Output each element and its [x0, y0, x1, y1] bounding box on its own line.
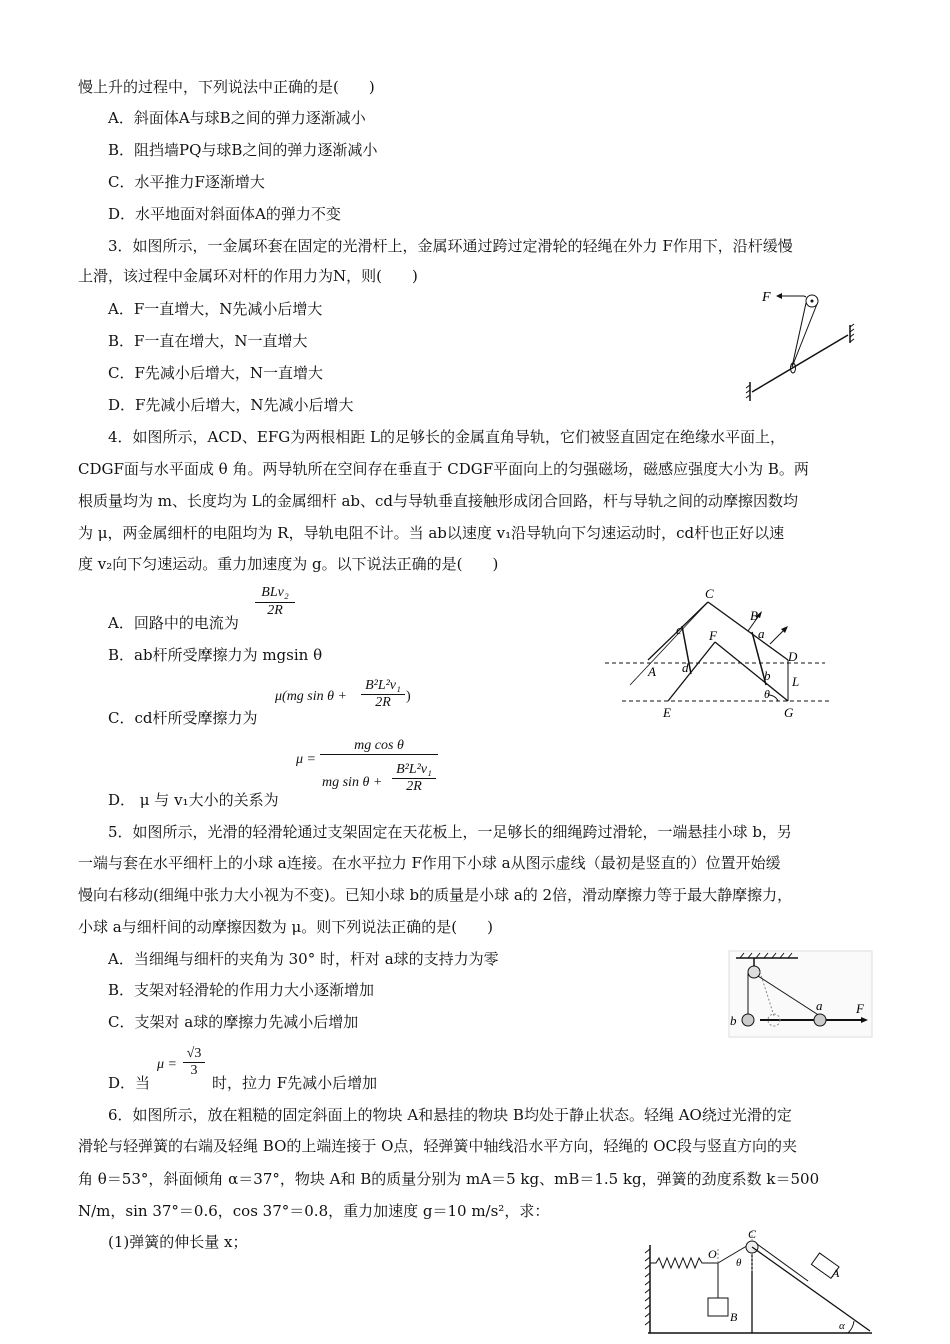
q5-stem-line1: 5．如图所示，光滑的轻滑轮通过支架固定在天花板上，一足够长的细绳跨过滑轮，一端悬挂小球 b，另 [108, 823, 792, 841]
q5-fig-label-F: F [856, 1001, 864, 1016]
q6-fig-label-C: C [748, 1227, 757, 1241]
q2-option-c: C．水平推力F逐渐增大 [108, 173, 265, 191]
q4-stem-line4: 为 μ，两金属细杆的电阻均为 R，导轨电阻不计。当 ab以速度 v₁沿导轨向下匀速运动时，cd杆也正好以速 [78, 524, 785, 542]
q4-a-numerator: BLv₂ [255, 585, 295, 603]
q2-option-d: D．水平地面对斜面体A的弹力不变 [108, 205, 341, 223]
q5-option-a: A．当细绳与细杆的夹角为 30° 时，杆对 a球的支持力为零 [108, 950, 499, 968]
q3-option-c: C．F先减小后增大，N一直增大 [108, 364, 324, 382]
q4-stem-line5: 度 v₂向下匀速运动。重力加速度为 g。以下说法正确的是( ) [78, 555, 499, 573]
q5-figure-pulley [728, 950, 873, 1038]
q4-option-b: B．ab杆所受摩擦力为 mgsin θ [108, 646, 323, 664]
q4-fig-label-L: L [792, 674, 800, 689]
q3-stem-line1: 3．如图所示，一金属环套在固定的光滑杆上，金属环通过跨过定滑轮的轻绳在外力 F作用下，沿杆缓慢 [108, 237, 793, 255]
q6-fig-label-theta: θ [736, 1257, 742, 1269]
q4-d-inner-numerator: B²L²v₁ [392, 762, 436, 779]
q4-fig-label-d: d [682, 660, 689, 675]
q5-d-mu-lhs: μ = [157, 1057, 177, 1072]
q4-fig-label-A: A [648, 664, 656, 679]
q4-fig-label-D: D [788, 649, 798, 664]
q4-option-d: D． μ 与 v₁大小的关系为 [108, 791, 279, 809]
q2-option-a: A．斜面体A与球B之间的弹力逐渐减小 [108, 109, 366, 127]
q4-stem-line2: CDGF面与水平面成 θ 角。两导轨所在空间存在垂直于 CDGF平面向上的匀强磁场，磁感应强度大小为 B。两 [78, 460, 809, 478]
q4-c-suffix: ) [406, 689, 411, 704]
q6-fig-label-alpha: α [839, 1320, 845, 1332]
q5-d-denominator: 3 [190, 1063, 198, 1078]
q4-fig-label-c: c [676, 622, 682, 637]
q5-stem-line3: 慢向右移动(细绳中张力大小视为不变)。已知小球 b的质量是小球 a的 2倍，滑动摩擦力等于最大静摩擦力， [78, 886, 793, 904]
q5-stem-line4: 小球 a与细杆间的动摩擦因数为 μ。则下列说法正确的是( ) [78, 918, 493, 936]
q5-fig-label-a: a [816, 998, 823, 1013]
q6-stem-line4: N/m，sin 37°＝0.6，cos 37°＝0.8，重力加速度 g＝10 m/s²，求： [78, 1202, 550, 1220]
q3-option-d: D．F先减小后增大，N先减小后增大 [108, 396, 354, 414]
q4-fig-label-b: b [764, 668, 771, 683]
q4-d-inner-denominator: 2R [406, 779, 422, 794]
q4-stem-line1: 4．如图所示，ACD、EFG为两根相距 L的足够长的金属直角导轨，它们被竖直固定在绝缘水平面上， [108, 428, 785, 446]
q6-stem-line2: 滑轮与轻弹簧的右端及轻绳 BO的上端连接于 O点，轻弹簧中轴线沿水平方向，轻绳的 OC段与竖直方向的夹 [78, 1137, 797, 1155]
q4-option-a: A．回路中的电流为 [108, 614, 239, 632]
q3-option-b: B．F一直在增大，N一直增大 [108, 332, 308, 350]
q3-figure-ring-on-rod [740, 285, 860, 405]
q5-stem-line2: 一端与套在水平细杆上的小球 a连接。在水平拉力 F作用下小球 a从图示虚线（最初是竖直的）位置开始缓 [78, 854, 781, 872]
q6-fig-label-O: O [708, 1247, 717, 1261]
q4-d-numerator: mg cos θ [320, 738, 438, 755]
q4-c-prefix: μ(mg sin θ + [275, 689, 347, 704]
q3-option-a: A．F一直增大，N先减小后增大 [108, 300, 323, 318]
q4-fig-label-a: a [758, 626, 765, 641]
q5-fig-label-b: b [730, 1013, 737, 1028]
q6-figure-incline [640, 1225, 875, 1337]
q4-fig-label-C: C [705, 586, 714, 601]
q5-d-numerator: √3 [183, 1046, 205, 1063]
q4-fig-label-theta: θ [764, 687, 770, 701]
q2-stem-tail: 慢上升的过程中，下列说法中正确的是( ) [78, 78, 375, 96]
q5-option-d-mu [157, 1046, 207, 1086]
q4-fig-label-B: B [750, 608, 758, 623]
q4-fig-label-F: F [709, 628, 717, 643]
q6-stem-line3: 角 θ＝53°，斜面倾角 α＝37°，物块 A和 B的质量分别为 mA＝5 kg、mB＝1.5 kg，弹簧的劲度系数 k＝500 [78, 1170, 820, 1188]
q3-stem-line2: 上滑，该过程中金属环对杆的作用力为N，则( ) [78, 267, 418, 285]
q4-c-numerator: B²L²v₁ [361, 678, 405, 695]
q5-option-d-suffix: 时，拉力 F先减小后增加 [212, 1074, 378, 1092]
q4-a-denominator: 2R [267, 603, 283, 618]
q4-fig-label-E: E [663, 705, 671, 720]
q6-fig-label-A: A [832, 1266, 840, 1280]
q2-option-b: B．阻挡墙PQ与球B之间的弹力逐渐减小 [108, 141, 378, 159]
q3-fig-label-F: F [762, 290, 771, 305]
q6-fig-label-B: B [730, 1310, 738, 1324]
q4-fig-label-G: G [784, 705, 794, 720]
q4-figure-rails [600, 580, 840, 725]
q6-sub-question-1: (1)弹簧的伸长量 x； [108, 1233, 248, 1251]
q4-c-denominator: 2R [375, 695, 391, 710]
q4-option-c: C．cd杆所受摩擦力为 [108, 709, 258, 727]
q5-option-d-prefix: D．当 [108, 1074, 151, 1092]
q4-stem-line3: 根质量均为 m、长度均为 L的金属细杆 ab、cd与导轨垂直接触形成闭合回路，杆与导轨之间的动摩擦因数均 [78, 492, 799, 510]
q5-option-b: B．支架对轻滑轮的作用力大小逐渐增加 [108, 981, 375, 999]
q5-option-c: C．支架对 a球的摩擦力先减小后增加 [108, 1013, 359, 1031]
q6-stem-line1: 6．如图所示，放在粗糙的固定斜面上的物块 A和悬挂的物块 B均处于静止状态。轻绳 AO绕过光滑的定 [108, 1106, 792, 1124]
q4-option-d-expression [296, 738, 446, 808]
q4-option-a-fraction [255, 585, 295, 619]
q4-d-lhs: μ = [296, 752, 316, 767]
q4-d-denominator-prefix: mg sin θ + [322, 775, 383, 790]
